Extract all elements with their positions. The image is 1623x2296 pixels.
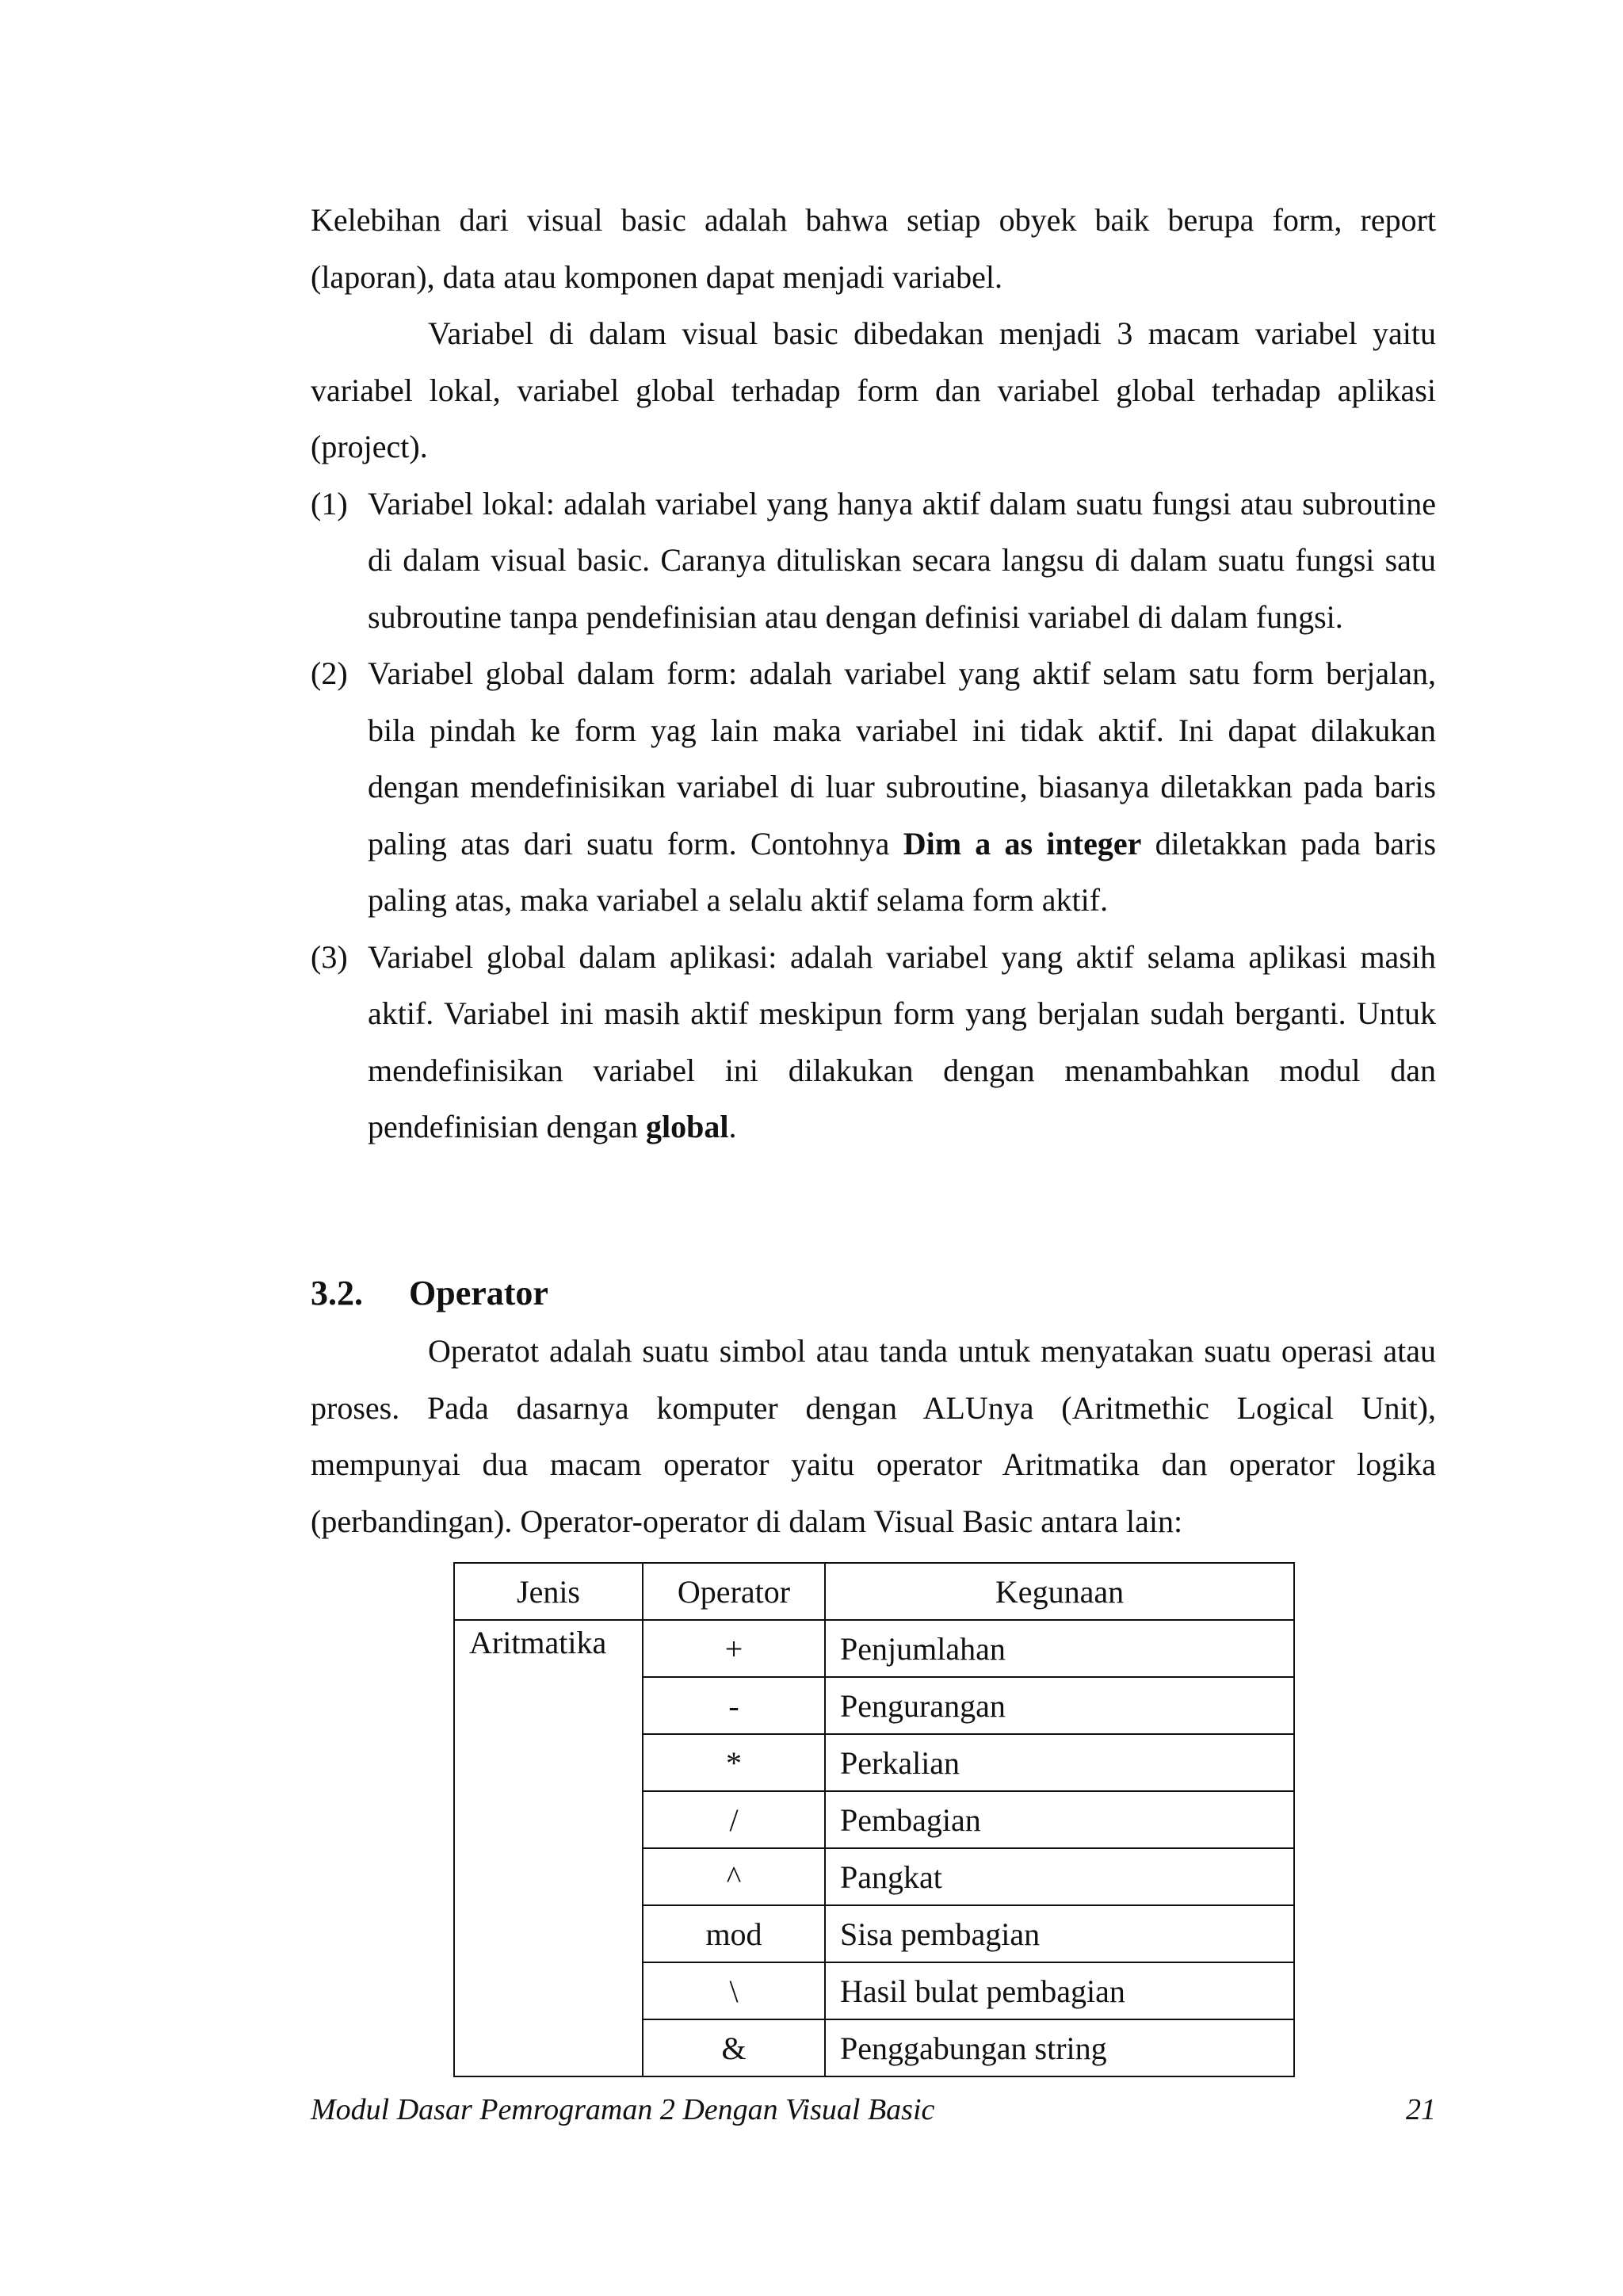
kegunaan-cell: Pengurangan: [825, 1677, 1294, 1734]
list-item: [311, 929, 1436, 1156]
section-number: 3.2.: [311, 1274, 363, 1312]
operator-cell: *: [643, 1734, 825, 1791]
code-example: Dim a as integer: [903, 825, 1142, 861]
list-text: Variabel lokal: adalah variabel yang hanya aktif dalam suatu fungsi atau subroutine di dalam visual basic. Caranya dituliskan secara langsu di dalam suatu fungsi satu subroutine tanpa pendefinisian atau dengan definisi variabel di dalam fungsi.: [368, 485, 1436, 635]
operator-cell: -: [643, 1677, 825, 1734]
list-text: diletakkan pada baris paling atas, maka variabel a selalu aktif selama form aktif.: [368, 825, 1437, 918]
operator-table: [453, 1562, 1295, 2077]
page-footer: [311, 2092, 1436, 2127]
kegunaan-cell: Perkalian: [825, 1734, 1294, 1791]
page-number: 21: [1406, 2093, 1436, 2126]
operator-cell: /: [643, 1791, 825, 1848]
table-header-row: [454, 1563, 1294, 1620]
list-text: .: [728, 1109, 737, 1144]
list-text: Variabel global dalam aplikasi: adalah variabel yang aktif selama aplikasi masih aktif. Variabel ini masih aktif meskipun form yang berjalan sudah berganti. Untuk mendefinisikan variabel ini dilakukan dengan menambahkan modul dan pendefinisian dengan: [368, 938, 1436, 1144]
kegunaan-cell: Pangkat: [825, 1848, 1294, 1905]
list-number: (2): [311, 655, 348, 691]
list-text: Variabel global dalam form: adalah variabel yang aktif selam satu form berjalan, bila pindah ke form yag lain maka variabel ini tidak aktif. Ini dapat dilakukan dengan mendefinisikan variabel di luar subroutine, biasanya diletakkan pada baris paling atas dari suatu form. Contohnya: [368, 655, 1436, 861]
section-title: Operator: [409, 1274, 548, 1312]
operator-cell: ^: [643, 1848, 825, 1905]
operator-cell: +: [643, 1620, 825, 1677]
operator-cell: \: [643, 1962, 825, 2019]
list-number: (3): [311, 938, 348, 975]
list-number: (1): [311, 485, 348, 521]
section-heading: [311, 1265, 548, 1321]
jenis-cell: Aritmatika: [454, 1620, 643, 2076]
keyword: global: [646, 1109, 729, 1144]
operator-cell: &: [643, 2019, 825, 2076]
intro-paragraph-2: Variabel di dalam visual basic dibedakan menjadi 3 macam variabel yaitu variabel lokal, variabel global terhadap form dan variabel global terhadap aplikasi (project).: [311, 315, 1436, 464]
body-text: [311, 192, 1436, 1156]
kegunaan-cell: Pembagian: [825, 1791, 1294, 1848]
kegunaan-cell: Penjumlahan: [825, 1620, 1294, 1677]
kegunaan-cell: Sisa pembagian: [825, 1905, 1294, 1962]
kegunaan-cell: Penggabungan string: [825, 2019, 1294, 2076]
kegunaan-cell: Hasil bulat pembagian: [825, 1962, 1294, 2019]
header-operator: Operator: [643, 1563, 825, 1620]
footer-title: Modul Dasar Pemrograman 2 Dengan Visual Basic: [311, 2093, 935, 2126]
table-row: [454, 1620, 1294, 1677]
list-item: [311, 645, 1436, 929]
section-paragraph: Operatot adalah suatu simbol atau tanda untuk menyatakan suatu operasi atau proses. Pada dasarnya komputer dengan ALUnya (Aritmethic Logical Unit), mempunyai dua macam operator yaitu operator Aritmatika dan operator logika (perbandingan). Operator-operator di dalam Visual Basic antara lain:: [311, 1333, 1436, 1539]
header-kegunaan: Kegunaan: [825, 1563, 1294, 1620]
list-item: [311, 476, 1436, 646]
operator-cell: mod: [643, 1905, 825, 1962]
intro-paragraph-1: Kelebihan dari visual basic adalah bahwa setiap obyek baik berupa form, report (laporan), data atau komponen dapat menjadi variabel.: [311, 202, 1436, 295]
variable-list: [311, 476, 1436, 1156]
section-body: [311, 1323, 1436, 1549]
header-jenis: Jenis: [454, 1563, 643, 1620]
